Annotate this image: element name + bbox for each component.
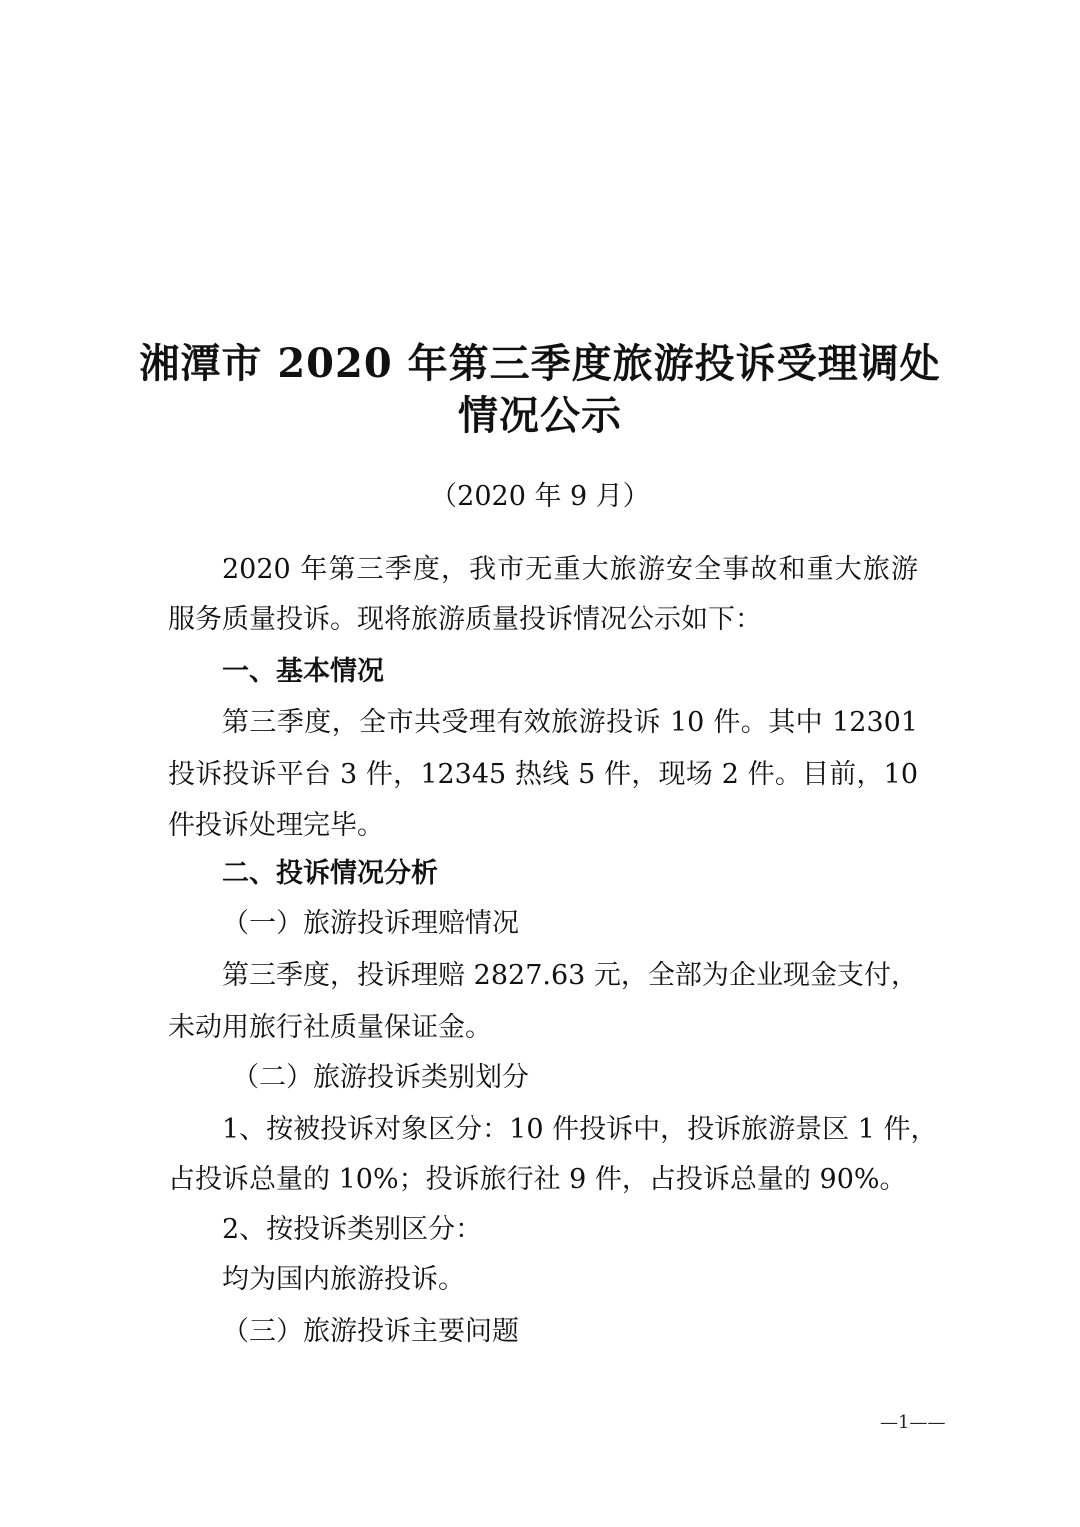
subsection-2-item-2-line-1: 均为国内旅游投诉。 (222, 1264, 465, 1295)
subsection-1-line-2: 未动用旅行社质量保证金。 (168, 1012, 492, 1043)
section-1-line-1: 第三季度，全市共受理有效旅游投诉 10 件。其中 12301 (222, 707, 918, 738)
intro-paragraph-line-1: 2020 年第三季度，我市无重大旅游安全事故和重大旅游 (222, 554, 918, 585)
document-title-line-2: 情况公示 (458, 392, 622, 439)
page-number: —1—— (880, 1412, 946, 1433)
intro-paragraph-line-2: 服务质量投诉。现将旅游质量投诉情况公示如下： (168, 604, 762, 635)
subsection-2-item-1-line-2: 占投诉总量的 10%；投诉旅行社 9 件，占投诉总量的 90%。 (168, 1164, 907, 1195)
document-date: （2020 年 9 月） (430, 481, 650, 512)
section-1-heading: 一、基本情况 (222, 656, 384, 687)
section-1-line-3: 件投诉处理完毕。 (168, 810, 384, 841)
subsection-1-heading: （一）旅游投诉理赔情况 (222, 908, 519, 939)
subsection-3-heading: （三）旅游投诉主要问题 (222, 1316, 519, 1347)
subsection-1-line-1: 第三季度，投诉理赔 2827.63 元，全部为企业现金支付， (222, 960, 918, 991)
subsection-2-heading: （二）旅游投诉类别划分 (232, 1062, 529, 1093)
section-2-heading: 二、投诉情况分析 (222, 858, 438, 889)
section-1-line-2: 投诉投诉平台 3 件，12345 热线 5 件，现场 2 件。目前，10 (168, 759, 918, 790)
subsection-2-item-2-heading: 2、按投诉类别区分： (222, 1214, 483, 1245)
document-title-line-1: 湘潭市 2020 年第三季度旅游投诉受理调处 (139, 340, 941, 387)
subsection-2-item-1-line-1: 1、按被投诉对象区分：10 件投诉中，投诉旅游景区 1 件， (222, 1114, 938, 1145)
